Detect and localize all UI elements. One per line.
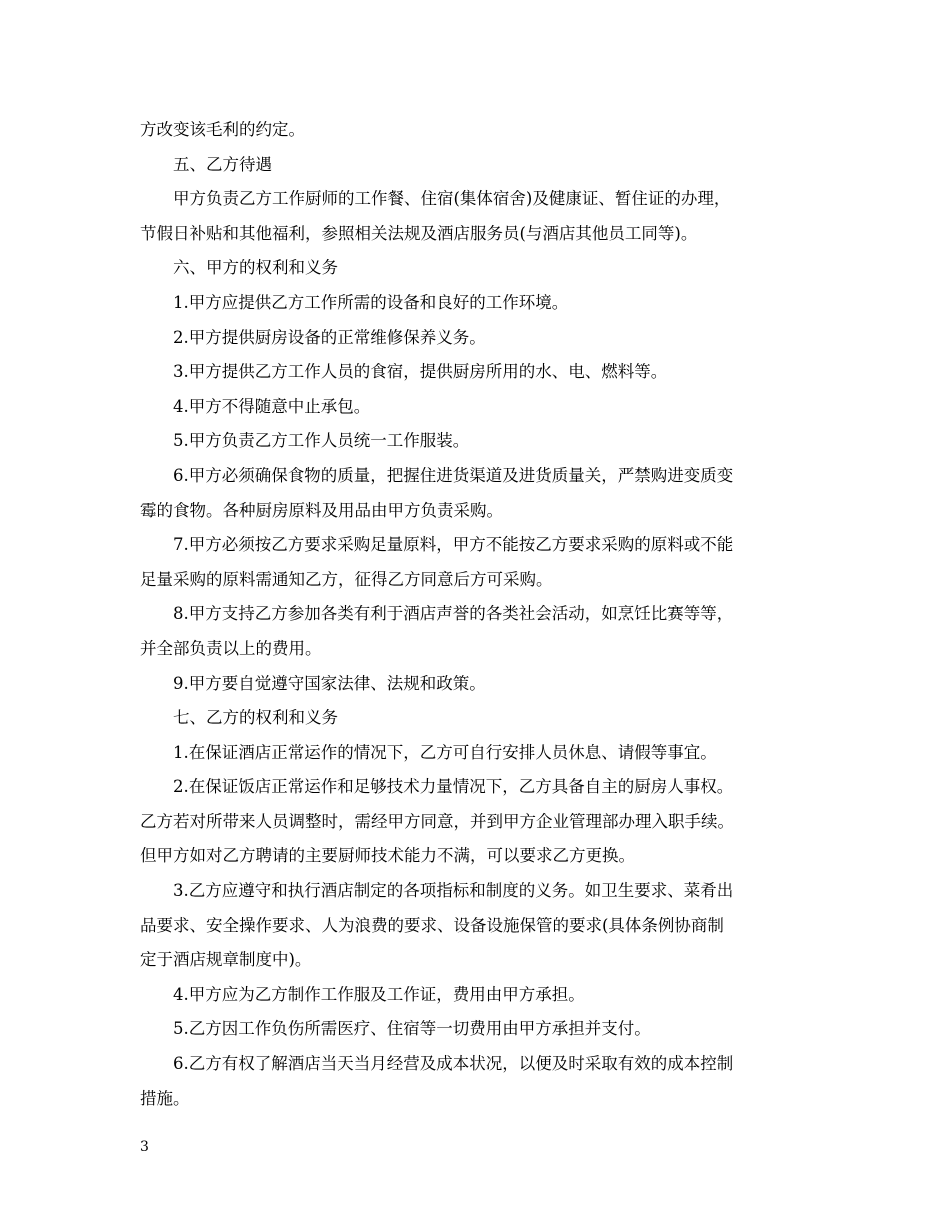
text-line: 定于酒店规章制度中)。 (140, 950, 312, 970)
text-line: 措施。 (140, 1088, 190, 1108)
text-line: 但甲方如对乙方聘请的主要厨师技术能力不满，可以要求乙方更换。 (140, 846, 635, 866)
text-line: 节假日补贴和其他福利，参照相关法规及酒店服务员(与酒店其他员工同等)。 (140, 223, 698, 243)
text-line: 5.甲方负责乙方工作人员统一工作服装。 (173, 431, 470, 451)
document-body (140, 113, 812, 1116)
text-line: 品要求、安全操作要求、人为浪费的要求、设备设施保管的要求(具体条例协商制 (140, 915, 724, 935)
text-line: 并全部负责以上的费用。 (140, 638, 322, 658)
text-line: 2.甲方提供厨房设备的正常维修保养义务。 (173, 327, 486, 347)
text-line: 5.乙方因工作负伤所需医疗、住宿等一切费用由甲方承担并支付。 (173, 1019, 651, 1039)
text-line: 乙方若对所带来人员调整时，需经甲方同意，并到甲方企业管理部办理入职手续。 (140, 811, 734, 831)
text-line: 五、乙方待遇 (173, 154, 272, 174)
text-line: 足量采购的原料需通知乙方，征得乙方同意后方可采购。 (140, 569, 553, 589)
text-line: 七、乙方的权利和义务 (173, 708, 338, 728)
text-line: 3.甲方提供乙方工作人员的食宿，提供厨房所用的水、电、燃料等。 (173, 362, 668, 382)
text-line: 1.在保证酒店正常运作的情况下，乙方可自行安排人员休息、请假等事宜。 (173, 742, 717, 762)
text-line: 3.乙方应遵守和执行酒店制定的各项指标和制度的义务。如卫生要求、菜肴出 (173, 881, 734, 901)
text-line: 6.乙方有权了解酒店当天当月经营及成本状况，以便及时采取有效的成本控制 (173, 1054, 734, 1074)
text-line: 6.甲方必须确保食物的质量，把握住进货渠道及进货质量关，严禁购进变质变 (173, 465, 734, 485)
text-line: 4.甲方应为乙方制作工作服及工作证，费用由甲方承担。 (173, 984, 585, 1004)
page-number: 3 (140, 1139, 149, 1155)
text-line: 霉的食物。各种厨房原料及用品由甲方负责采购。 (140, 500, 503, 520)
text-line: 方改变该毛利的约定。 (140, 120, 305, 139)
text-line: 甲方负责乙方工作厨师的工作餐、住宿(集体宿舍)及健康证、暂住证的办理， (173, 189, 731, 209)
text-line: 8.甲方支持乙方参加各类有利于酒店声誉的各类社会活动，如烹饪比赛等等， (173, 604, 734, 624)
text-line: 六、甲方的权利和义务 (173, 258, 338, 278)
text-line: 4.甲方不得随意中止承包。 (173, 396, 371, 416)
text-line: 1.甲方应提供乙方工作所需的设备和良好的工作环境。 (173, 292, 569, 312)
text-line: 9.甲方要自觉遵守国家法律、法规和政策。 (173, 673, 486, 693)
text-line: 2.在保证饭店正常运作和足够技术力量情况下，乙方具备自主的厨房人事权。 (173, 777, 734, 797)
text-line: 7.甲方必须按乙方要求采购足量原料，甲方不能按乙方要求采购的原料或不能 (173, 535, 734, 555)
